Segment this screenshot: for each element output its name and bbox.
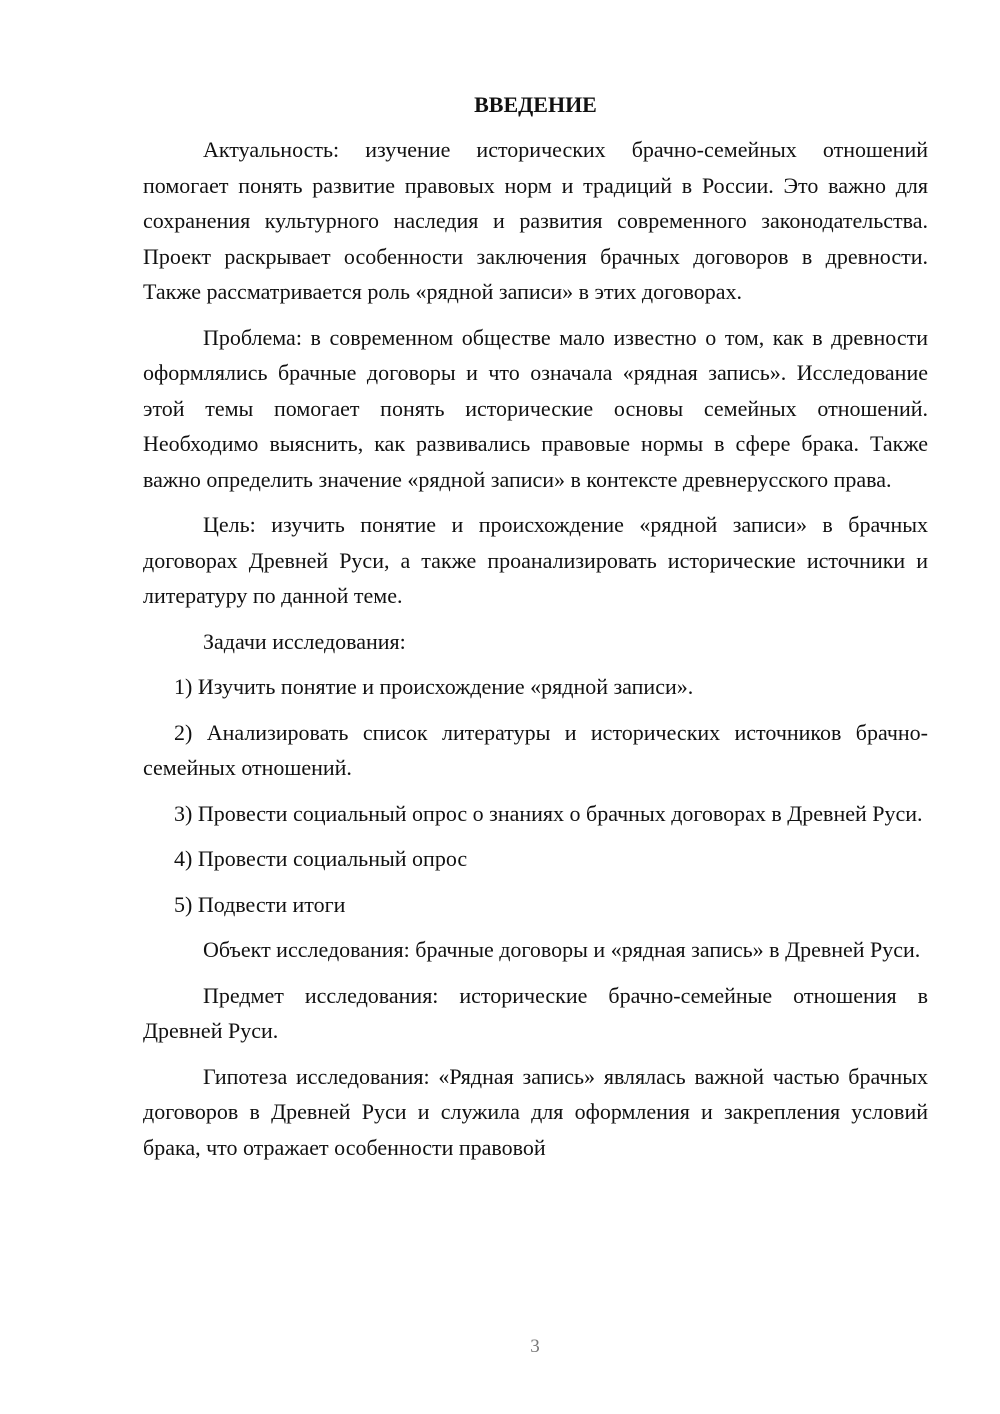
paragraph-object: Объект исследования: брачные договоры и «рядная запись» в Древней Руси. (203, 937, 921, 962)
paragraph-subject: Предмет исследования: исторические брачно-семейные отношения в Древней Руси. (143, 982, 928, 1043)
document-page (143, 94, 928, 1165)
task-item-2: 2) Анализировать список литературы и исторических источников брачно-семейных отношений. (143, 719, 928, 780)
paragraph-hypothesis: Гипотеза исследования: «Рядная запись» являлась важной частью брачных договоров в Древней Руси и служила для оформления и закрепления условий брака, что отражает особенности правовой (143, 1063, 928, 1160)
paragraph-problem: Проблема: в современном обществе мало известно о том, как в древности оформлялись брачные договоры и что означала «рядная запись». Исследование этой темы помогает понять исторические основы семейных отношений. Необходимо выяснить, как развивались правовые нормы в сфере брака. Также важно определить значение «рядной записи» в контексте древнерусского права. (143, 324, 928, 492)
task-item-5: 5) Подвести итоги (174, 891, 346, 917)
tasks-heading: Задачи исследования: (203, 628, 406, 654)
task-item-4: 4) Провести социальный опрос (174, 846, 468, 871)
document-title: ВВЕДЕНИЕ (474, 92, 597, 117)
paragraph-relevance: Актуальность: изучение исторических брачно-семейных отношений помогает понять развитие правовых норм и традиций в России. Это важно для сохранения культурного наследия и развития современного законодательства. Проект раскрывает особенности заключения брачных договоров в древности. Также рассматривается роль «рядной записи» в этих договорах. (143, 137, 928, 304)
task-item-3: 3) Провести социальный опрос о знаниях о брачных договорах в Древней Руси. (174, 800, 923, 826)
task-item-1: 1) Изучить понятие и происхождение «рядной записи». (174, 674, 694, 699)
paragraph-goal: Цель: изучить понятие и происхождение «рядной записи» в брачных договорах Древней Руси, а также проанализировать исторические источники и литературу по данной теме. (143, 512, 928, 608)
page-number: 3 (530, 1336, 540, 1357)
